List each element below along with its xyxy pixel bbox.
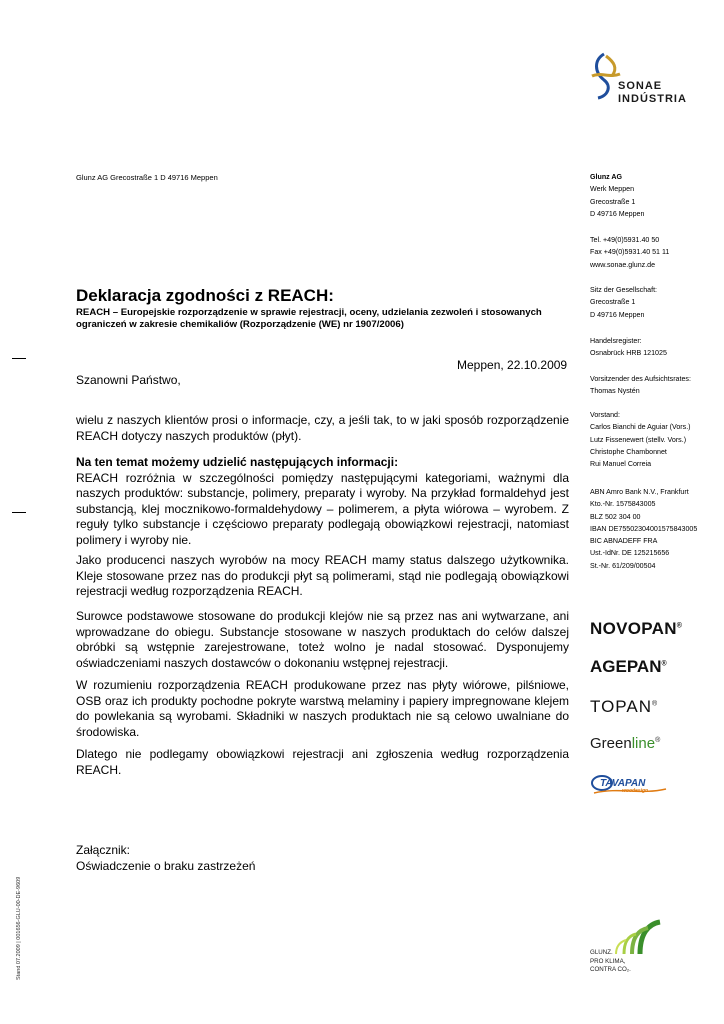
body-paragraph: Dlatego nie podlegamy obowiązkowi rejestracji ani zgłoszenia według rozporządzenia REACH. xyxy=(76,747,569,777)
bank-line: ABN Amro Bank N.V., Frankfurt xyxy=(590,488,689,496)
logo-text-industria: INDÚSTRIA xyxy=(618,93,687,105)
bank-line: Ust.-IdNr. DE 125215656 xyxy=(590,549,670,558)
agepan-logo xyxy=(590,657,667,677)
bank-line: St.-Nr. 61/209/00504 xyxy=(590,561,656,570)
registered-mark: ® xyxy=(652,700,659,708)
company-phone: Tel. +49(0)5931.40 50 xyxy=(590,236,660,244)
company-address-line: Grecostraße 1 xyxy=(590,197,636,206)
sonae-industria-logo xyxy=(584,50,694,110)
tavapan-logo xyxy=(590,773,670,799)
info-text: REACH rozróżnia w szczególności pomiędzy następującymi kategoriami, ważnymi dla naszych produktów: substancje, polimery, preparaty i wyroby. Na przykład formaldehyd jest substancją, klej mocznikowo-formaldehydowy – polimerem, a płyta wiórowa – wyrobem. Z reguły tylko substancje i częściowo preparaty podlegają obowiązkowi rejestracji, natomiast polimery i wyroby nie. xyxy=(76,470,569,547)
topan-text: TOPAN xyxy=(590,697,652,716)
attachment-block xyxy=(76,843,255,874)
glunz-slogan xyxy=(590,949,631,975)
attachment-text: Oświadczenie o braku zastrzeżeń xyxy=(76,858,256,873)
fold-mark xyxy=(12,358,26,359)
company-name: Glunz AG xyxy=(590,173,623,181)
sender-address-line: Glunz AG Grecostraße 1 D 49716 Meppen xyxy=(76,173,218,182)
tavapan-text: TAVAPAN xyxy=(600,778,646,789)
registered-mark: ® xyxy=(655,737,661,744)
document-title: Deklaracja zgodności z REACH: xyxy=(76,286,334,305)
supervisory-board-block xyxy=(590,373,691,398)
register-label: Handelsregister: xyxy=(590,337,642,345)
registered-mark: ® xyxy=(661,660,667,668)
greenline-text-green: Green xyxy=(590,735,632,752)
board-member: Lutz Fissenewert (stellv. Vors.) xyxy=(590,435,687,444)
bank-line: IBAN DE75502304001575843005 xyxy=(590,524,698,533)
novopan-logo xyxy=(590,619,682,639)
supervisory-line: Thomas Nystén xyxy=(590,387,640,396)
slogan-line: GLUNZ. xyxy=(590,949,613,956)
fold-mark xyxy=(12,512,26,513)
logo-text-sonae: SONAE xyxy=(618,80,663,92)
registered-mark: ® xyxy=(676,622,683,630)
letter-date: Meppen, 22.10.2009 xyxy=(457,358,568,372)
seat-label: Sitz der Gesellschaft: xyxy=(590,286,658,294)
board-member: Rui Manuel Correia xyxy=(590,460,652,469)
salutation: Szanowni Państwo, xyxy=(76,373,181,387)
company-name-block xyxy=(590,171,644,220)
company-contact-block xyxy=(590,234,669,271)
body-paragraph: Surowce podstawowe stosowane do produkcji klejów nie są przez nas ani wytwarzane, ani wprowadzane do obiegu. Substancje stosowane w naszych produktach do celów dalszej obróbki są wstępnie zarejestrowane, toteż wolno je nadal stosować. Dysponujemy oświadczeniami naszych dostawców o dokonaniu wstępnej rejestracji. xyxy=(76,609,569,670)
attachment-label: Załącznik: xyxy=(76,843,131,857)
register-line: Osnabrück HRB 121025 xyxy=(590,349,667,358)
greenline-logo xyxy=(590,735,660,752)
bank-line: BLZ 502 304 00 xyxy=(590,512,641,521)
document-version-stamp: Stand 07.2009 | 001656-GLU-00-DE-9609 xyxy=(16,876,22,980)
supervisory-label: Vorsitzender des Aufsichtsrates: xyxy=(590,375,691,383)
board-member: Christophe Chambonnet xyxy=(590,447,667,456)
bank-details-block xyxy=(590,486,697,572)
bank-line: BIC ABNADEFF FRA xyxy=(590,537,658,546)
body-paragraph: wielu z naszych klientów prosi o informacje, czy, a jeśli tak, to w jaki sposób rozporządzenie REACH dotyczy naszych produktów (płyt). xyxy=(76,413,569,443)
document-subtitle: REACH – Europejskie rozporządzenie w sprawie rejestracji, oceny, udzielania zezwoleń i stosowanych ograniczeń w zakresie chemikaliów (Rozporządzenie (WE) nr 1907/2006) xyxy=(76,307,542,331)
company-fax: Fax +49(0)5931.40 51 11 xyxy=(590,248,670,257)
company-register-block xyxy=(590,335,667,360)
executive-board-block xyxy=(590,409,691,470)
greenline-text-line: line xyxy=(631,735,656,752)
info-heading: Na ten temat możemy udzielić następujących informacji: xyxy=(76,455,399,469)
slogan-line: CONTRA CO₂. xyxy=(590,966,631,973)
board-member: Carlos Bianchi de Aguiar (Vors.) xyxy=(590,423,691,432)
board-label: Vorstand: xyxy=(590,411,620,419)
body-paragraph-info xyxy=(76,455,569,548)
topan-logo xyxy=(590,697,658,717)
company-website: www.sonae.glunz.de xyxy=(590,260,656,269)
seat-line: Grecostraße 1 xyxy=(590,298,636,307)
slogan-line: PRO KLIMA, xyxy=(590,957,626,965)
company-seat-block xyxy=(590,284,657,321)
novopan-text: NOVOPAN xyxy=(590,619,677,638)
company-address-line: D 49716 Meppen xyxy=(590,209,645,218)
body-paragraph: W rozumieniu rozporządzenia REACH produkowane przez nas płyty wiórowe, pilśniowe, OSB oraz ich produkty pochodne pokryte warstwą melaminy i papiery impregnowane klejem do powlekania są wyrobami. Składniki w naszych produktach nie są celowo uwalniane do środowiska. xyxy=(76,678,569,739)
tavapan-subtext: woodesign xyxy=(622,788,649,794)
bank-line: Kto.-Nr. 1575843005 xyxy=(590,500,656,509)
agepan-text: AGEPAN xyxy=(590,657,662,676)
company-address-line: Werk Meppen xyxy=(590,185,635,194)
seat-line: D 49716 Meppen xyxy=(590,310,645,319)
body-paragraph: Jako producenci naszych wyrobów na mocy REACH mamy status dalszego użytkownika. Kleje stosowane przez nas do produkcji płyt są polimerami, stąd nie podlegają obowiązkowi rejestracji według rozporządzenia REACH. xyxy=(76,553,569,598)
